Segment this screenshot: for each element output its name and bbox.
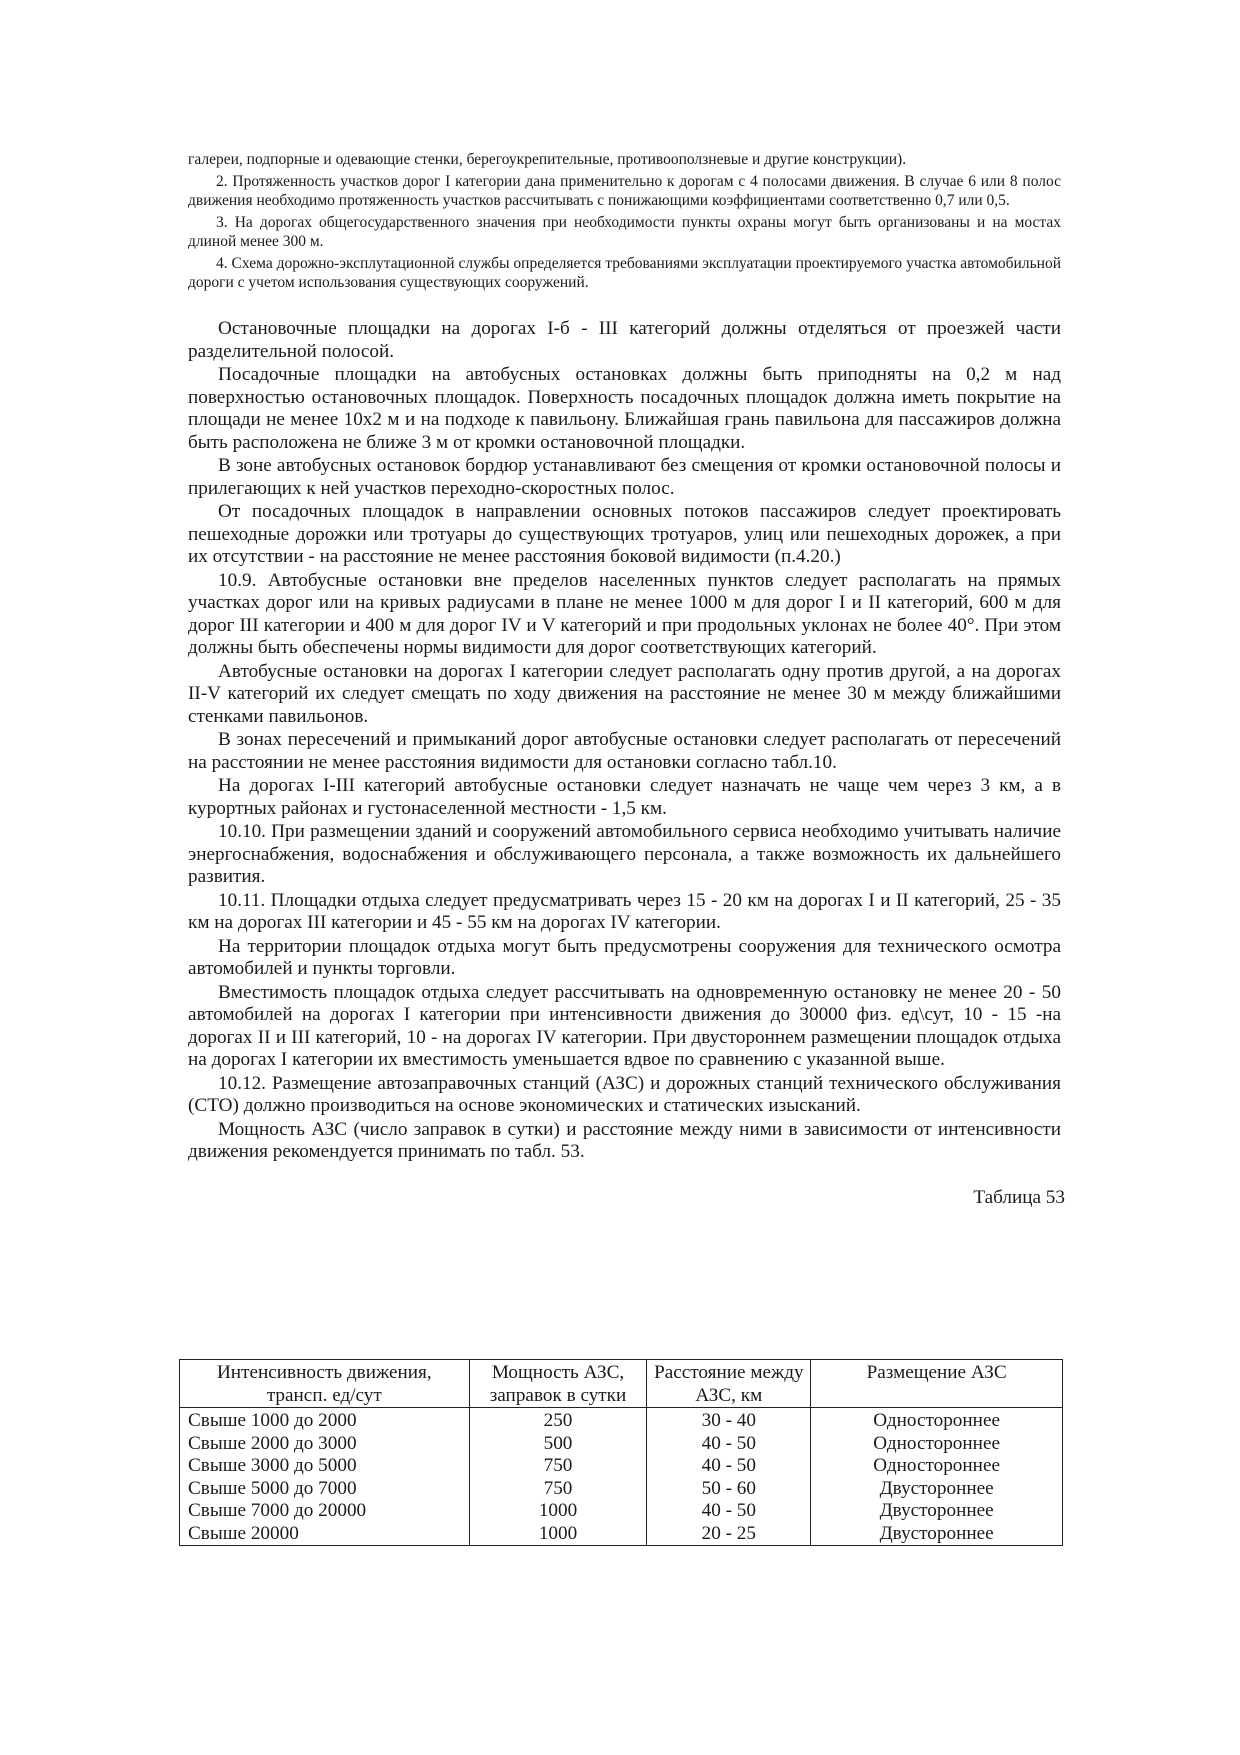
paragraph: Посадочные площадки на автобусных остановках должны быть приподняты на 0,2 м над поверхностью остановочных площадок. Поверхность посадочных площадок должна иметь покрытие на площади не менее 10х2 м и на подходе к павильону. Ближайшая грань павильона для пассажиров должна быть расположена не ближе 3 м от кромки остановочной площадки. — [188, 364, 1061, 453]
table-row — [180, 1455, 1063, 1478]
paragraph: Вместимость площадок отдыха следует рассчитывать на одновременную остановку не менее 20 - 50 автомобилей на дорогах I категории при интенсивности движения до 30000 физ. ед\сут, 10 - 15 -на дорогах II и III категорий, 10 - на дорогах IV категории. При двустороннем размещении площадок отдыха на дорогах I категории их вместимость уменьшается вдвое по сравнению с указанной выше. — [188, 981, 1061, 1070]
cell-distance: 40 - 50 — [647, 1500, 811, 1523]
header-capacity: Мощность АЗС, заправок в сутки — [469, 1360, 647, 1408]
note-3: 3. На дорогах общегосударственного значения при необходимости пункты охраны могут быть организованы и на мостах длиной менее 300 м. — [188, 214, 1061, 250]
paragraph: На территории площадок отдыха могут быть предусмотрены сооружения для технического осмотра автомобилей и пункты торговли. — [188, 935, 1061, 979]
paragraph: Остановочные площадки на дорогах I-б - III категорий должны отделяться от проезжей части разделительной полосой. — [188, 318, 1061, 362]
table-header-row — [180, 1360, 1063, 1408]
cell-placement: Одностороннее — [811, 1408, 1063, 1433]
cell-distance: 30 - 40 — [647, 1408, 811, 1433]
cell-distance: 50 - 60 — [647, 1478, 811, 1501]
paragraph: 10.12. Размещение автозаправочных станций (АЗС) и дорожных станций технического обслуживания (СТО) должно производиться на основе экономических и статических изысканий. — [188, 1072, 1061, 1116]
cell-intensity: Свыше 7000 до 20000 — [180, 1500, 470, 1523]
paragraph: Мощность АЗС (число заправок в сутки) и расстояние между ними в зависимости от интенсивности движения рекомендуется принимать по табл. 53. — [188, 1118, 1061, 1162]
cell-capacity: 500 — [469, 1433, 647, 1456]
cell-distance: 40 - 50 — [647, 1433, 811, 1456]
cell-placement: Двустороннее — [811, 1523, 1063, 1546]
cell-intensity: Свыше 20000 — [180, 1523, 470, 1546]
table-notes — [188, 150, 1061, 292]
paragraph: В зоне автобусных остановок бордюр устанавливают без смещения от кромки остановочной полосы и прилегающих к ней участков переходно-скоростных полос. — [188, 455, 1061, 499]
note-continuation: галереи, подпорные и одевающие стенки, берегоукрепительные, противооползневые и другие конструкции). — [188, 151, 907, 168]
cell-capacity: 250 — [469, 1408, 647, 1433]
body-text — [188, 318, 1061, 1164]
azs-table — [179, 1359, 1063, 1546]
cell-placement: Двустороннее — [811, 1478, 1063, 1501]
table-row — [180, 1433, 1063, 1456]
cell-distance: 40 - 50 — [647, 1455, 811, 1478]
cell-placement: Одностороннее — [811, 1433, 1063, 1456]
table-row — [180, 1408, 1063, 1433]
paragraph: 10.10. При размещении зданий и сооружений автомобильного сервиса необходимо учитывать наличие энергоснабжения, водоснабжения и обслуживающего персонала, а также возможность их дальнейшего развития. — [188, 821, 1061, 887]
header-intensity: Интенсивность движения, трансп. ед/сут — [180, 1360, 470, 1408]
header-placement: Размещение АЗС — [811, 1360, 1063, 1408]
document-page — [188, 150, 1065, 1209]
paragraph: На дорогах I-III категорий автобусные остановки следует назначать не чаще чем через 3 км, а в курортных районах и густонаселенной местности - 1,5 км. — [188, 775, 1061, 819]
cell-intensity: Свыше 5000 до 7000 — [180, 1478, 470, 1501]
cell-capacity: 1000 — [469, 1523, 647, 1546]
paragraph: 10.9. Автобусные остановки вне пределов населенных пунктов следует располагать на прямых участках дорог или на кривых радиусами в плане не менее 1000 м для дорог I и II категорий, 600 м для дорог III категории и 400 м для дорог IV и V категорий и при продольных уклонах не более 40°. При этом должны быть обеспечены нормы видимости для дорог соответствующих категорий. — [188, 569, 1061, 658]
paragraph: 10.11. Площадки отдыха следует предусматривать через 15 - 20 км на дорогах I и II категорий, 25 - 35 км на дорогах III категории и 45 - 55 км на дорогах IV категории. — [188, 889, 1061, 933]
table-row — [180, 1523, 1063, 1546]
cell-capacity: 750 — [469, 1455, 647, 1478]
table-row — [180, 1500, 1063, 1523]
header-distance: Расстояние между АЗС, км — [647, 1360, 811, 1408]
table-row — [180, 1478, 1063, 1501]
note-4: 4. Схема дорожно-эксплутационной службы определяется требованиями эксплуатации проектируемого участка автомобильной дороги с учетом использования существующих сооружений. — [188, 255, 1061, 291]
cell-distance: 20 - 25 — [647, 1523, 811, 1546]
paragraph: От посадочных площадок в направлении основных потоков пассажиров следует проектировать пешеходные дорожки или тротуары до существующих тротуаров, улиц или пешеходных дорожек, а при их отсутствии - на расстояние не менее расстояния боковой видимости (п.4.20.) — [188, 501, 1061, 567]
cell-placement: Одностороннее — [811, 1455, 1063, 1478]
cell-capacity: 750 — [469, 1478, 647, 1501]
cell-intensity: Свыше 1000 до 2000 — [180, 1408, 470, 1433]
paragraph: В зонах пересечений и примыканий дорог автобусные остановки следует располагать от пересечений на расстоянии не менее расстояния видимости для остановки согласно табл.10. — [188, 729, 1061, 773]
table-caption: Таблица 53 — [973, 1186, 1065, 1208]
cell-intensity: Свыше 3000 до 5000 — [180, 1455, 470, 1478]
cell-capacity: 1000 — [469, 1500, 647, 1523]
paragraph: Автобусные остановки на дорогах I категории следует располагать одну против другой, а на дорогах II-V категорий их следует смещать по ходу движения на расстояние не менее 30 м между ближайшими стенками павильонов. — [188, 660, 1061, 727]
cell-intensity: Свыше 2000 до 3000 — [180, 1433, 470, 1456]
note-2: 2. Протяженность участков дорог I категории дана применительно к дорогам с 4 полосами движения. В случае 6 или 8 полос движения необходимо протяженность участков рассчитывать с понижающими коэффициентами соответственно 0,7 или 0,5. — [188, 173, 1061, 209]
cell-placement: Двустороннее — [811, 1500, 1063, 1523]
